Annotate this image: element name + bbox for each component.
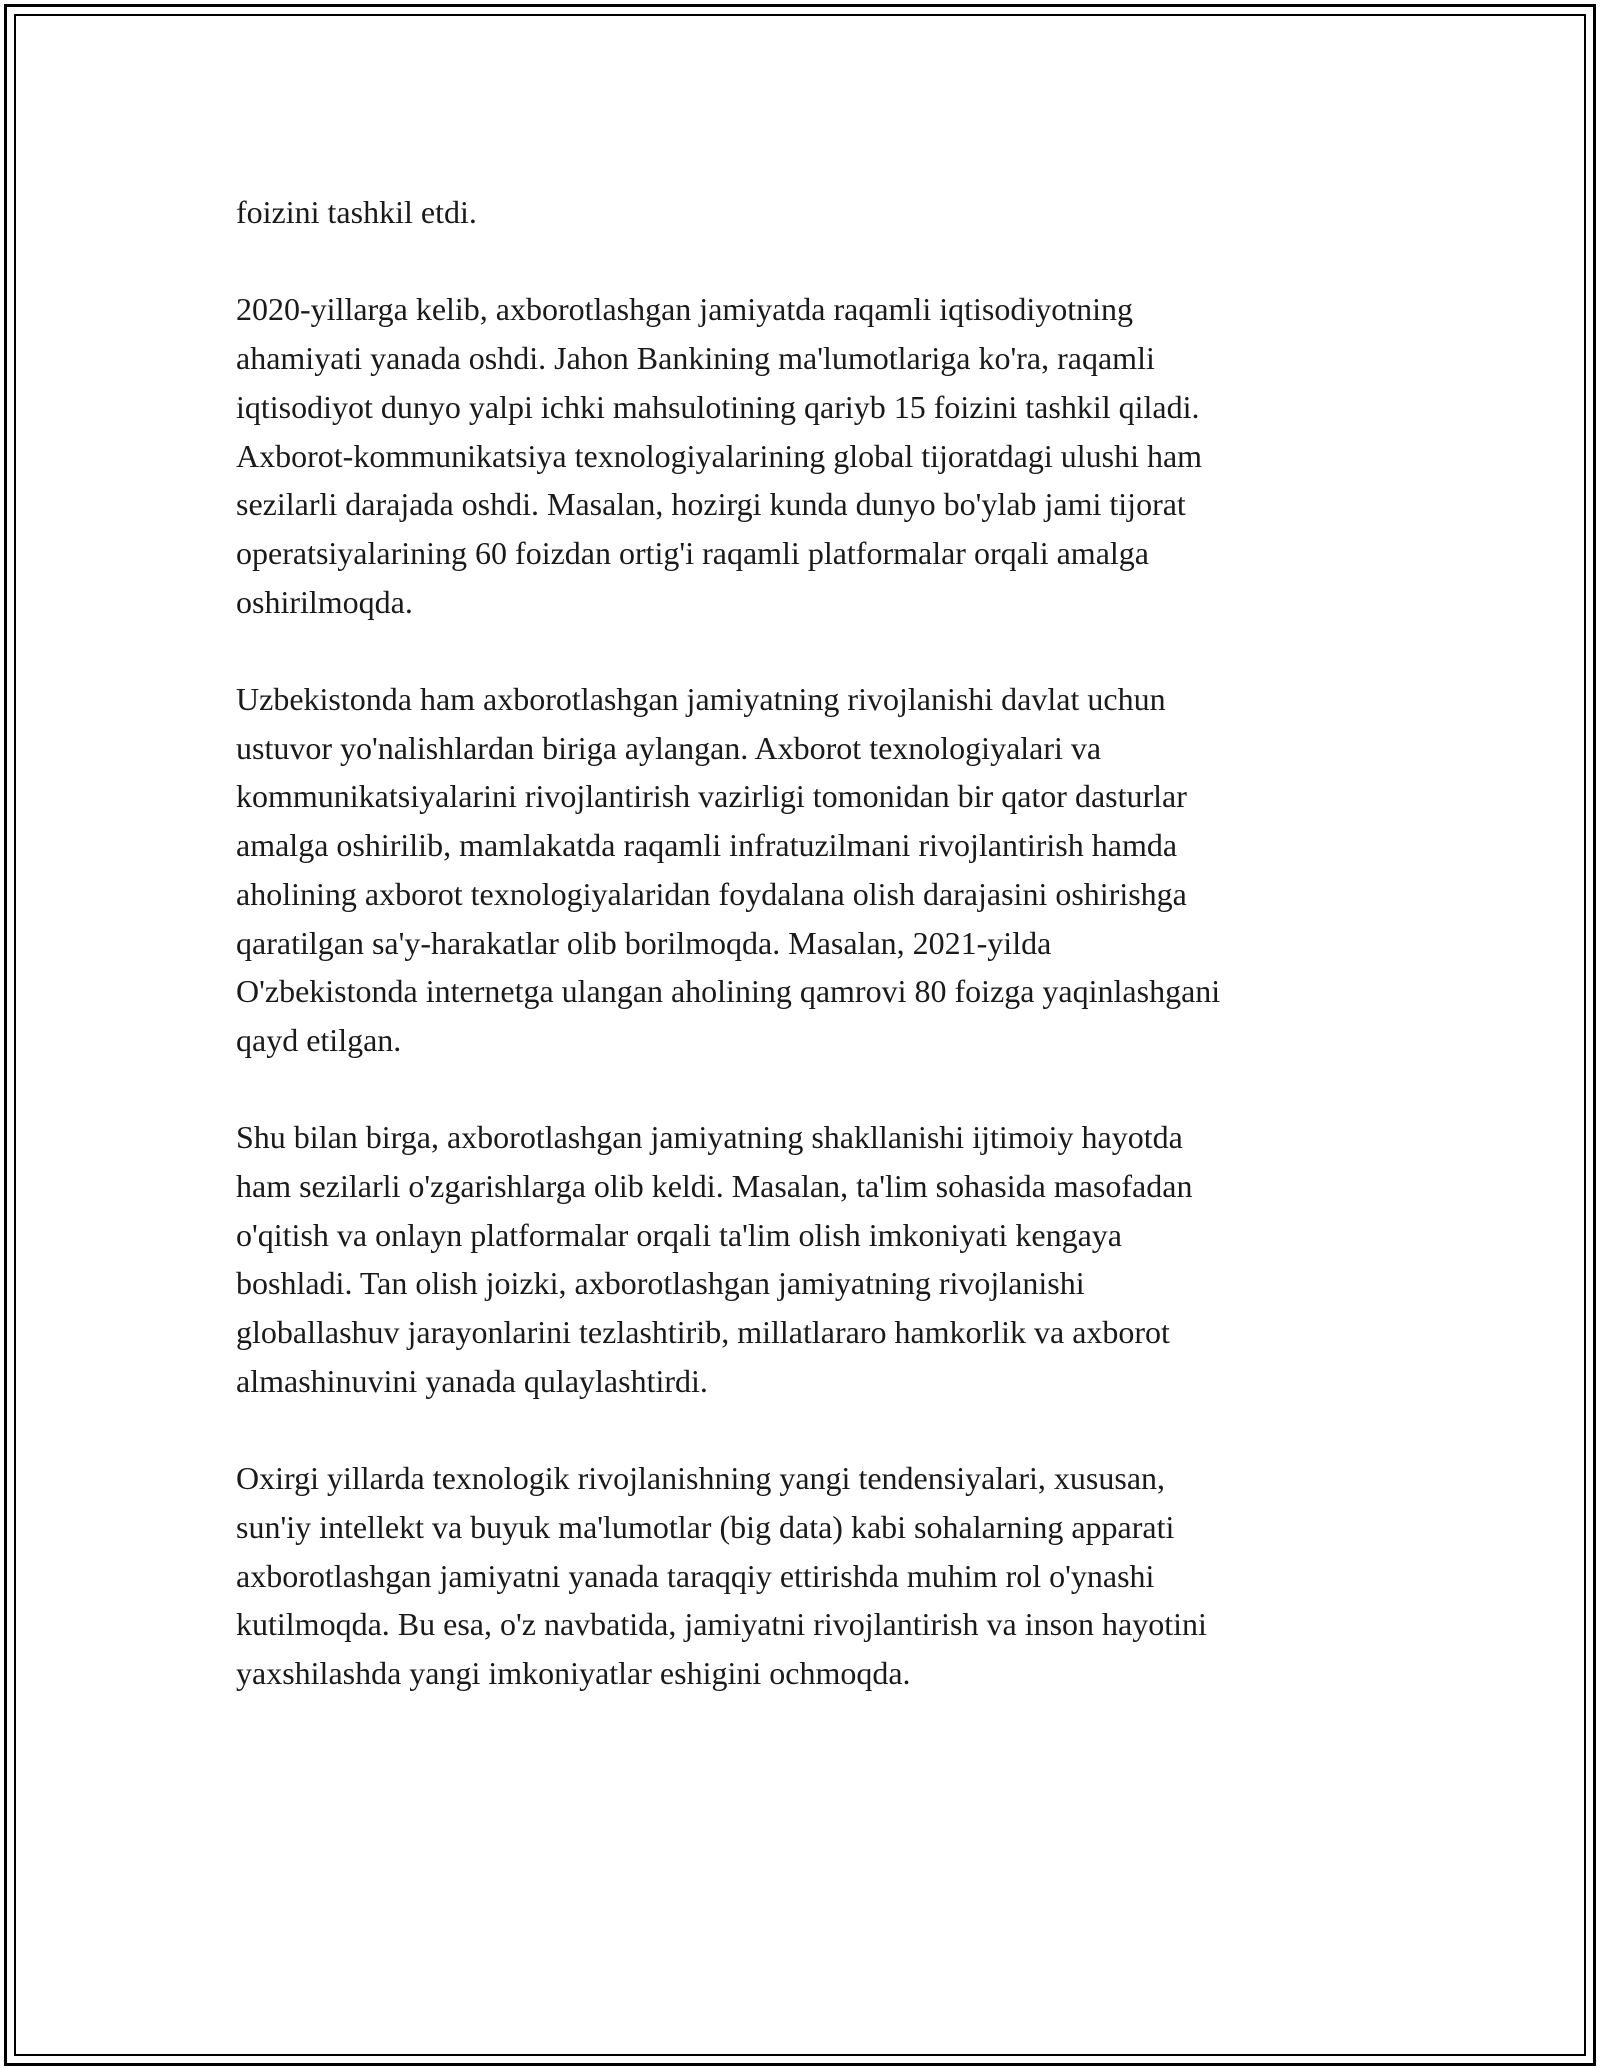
text-line: O'zbekistonda internetga ulangan aholining qamrovi 80 foizga yaqinlashgani: [236, 973, 1221, 1010]
text-line: qaratilgan sa'y-harakatlar olib borilmoqda. Masalan, 2021-yilda: [236, 924, 1052, 961]
text-line: operatsiyalarining 60 foizdan ortig'i raqamli platformalar orqali amalga: [236, 534, 1149, 571]
text-line: Shu bilan birga, axborotlashgan jamiyatning shakllanishi ijtimoiy hayotda: [236, 1119, 1183, 1156]
text-line: axborotlashgan jamiyatni yanada taraqqiy ettirishda muhim rol o'ynashi: [236, 1557, 1155, 1594]
text-line: 2020-yillarga kelib, axborotlashgan jamiyatda raqamli iqtisodiyotning: [236, 291, 1133, 328]
text-line: sun'iy intellekt va buyuk ma'lumotlar (big data) kabi sohalarning apparati: [236, 1508, 1175, 1545]
text-line: o'qitish va onlayn platformalar orqali ta'lim olish imkoniyati kengaya: [236, 1216, 1122, 1253]
text-line: ahamiyati yanada oshdi. Jahon Bankining ma'lumotlariga ko'ra, raqamli: [236, 340, 1155, 377]
text-line: iqtisodiyot dunyo yalpi ichki mahsulotining qariyb 15 foizini tashkil qiladi.: [236, 388, 1200, 425]
text-line: qayd etilgan.: [236, 1021, 402, 1058]
text-line: boshladi. Tan olish joizki, axborotlashgan jamiyatning rivojlanishi: [236, 1265, 1085, 1302]
text-line: yaxshilashda yangi imkoniyatlar eshigini ochmoqda.: [236, 1655, 911, 1692]
paragraph-3: [236, 675, 1386, 1065]
text-line: foizini tashkil etdi.: [236, 194, 477, 230]
paragraph-4: [236, 1113, 1386, 1405]
text-line: ustuvor yo'nalishlardan biriga aylangan. Axborot texnologiyalari va: [236, 729, 1102, 766]
text-line: oshirilmoqda.: [236, 583, 413, 620]
text-line: Axborot-kommunikatsiya texnologiyalarining global tijoratdagi ulushi ham: [236, 437, 1203, 474]
text-line: amalga oshirilib, mamlakatda raqamli infratuzilmani rivojlantirish hamda: [236, 827, 1178, 864]
text-line: kommunikatsiyalarini rivojlantirish vazirligi tomonidan bir qator dasturlar: [236, 778, 1187, 815]
text-line: Oxirgi yillarda texnologik rivojlanishning yangi tendensiyalari, xususan,: [236, 1460, 1166, 1497]
text-line: kutilmoqda. Bu esa, o'z navbatida, jamiyatni rivojlantirish va inson hayotini: [236, 1606, 1207, 1643]
text-line: sezilarli darajada oshdi. Masalan, hozirgi kunda dunyo bo'ylab jami tijorat: [236, 486, 1186, 523]
text-line: Uzbekistonda ham axborotlashgan jamiyatning rivojlanishi davlat uchun: [236, 681, 1166, 717]
paragraph-5: [236, 1454, 1386, 1698]
paragraph-1: [236, 188, 1386, 237]
text-line: almashinuvini yanada qulaylashtirdi.: [236, 1362, 708, 1399]
text-line: globallashuv jarayonlarini tezlashtirib, millatlararo hamkorlik va axborot: [236, 1314, 1170, 1351]
paragraph-2: [236, 285, 1386, 626]
text-line: ham sezilarli o'zgarishlarga olib keldi. Masalan, ta'lim sohasida masofadan: [236, 1168, 1193, 1205]
document-body: [236, 188, 1386, 1746]
text-line: aholining axborot texnologiyalaridan foydalana olish darajasini oshirishga: [236, 875, 1187, 912]
